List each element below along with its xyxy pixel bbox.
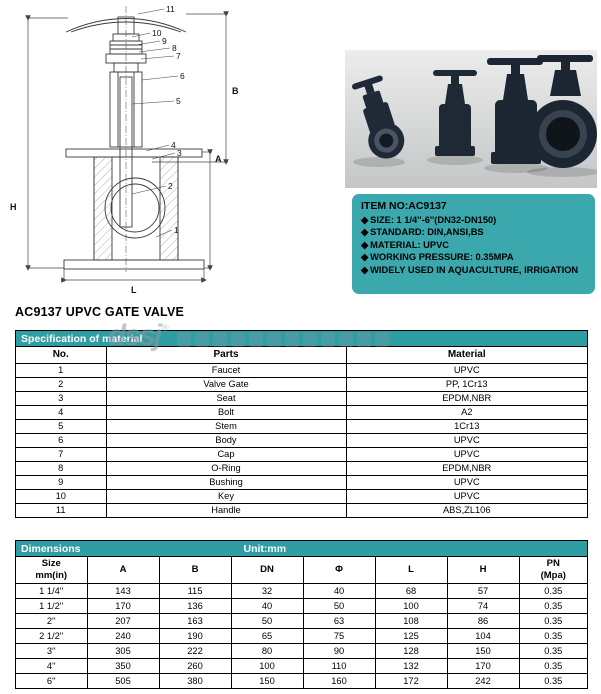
cell-h: 150 [447, 643, 519, 658]
cell-b: 115 [159, 583, 231, 598]
spec-header-row [16, 347, 587, 363]
cell-dn: 65 [231, 628, 303, 643]
cell-material: UPVC [346, 363, 587, 377]
cell-parts: Body [106, 433, 346, 447]
dimensions-header-row [16, 557, 587, 583]
cell-no: 10 [16, 489, 106, 503]
info-bullet [361, 264, 586, 276]
info-bullet [361, 239, 586, 251]
cell-no: 6 [16, 433, 106, 447]
info-bullet-text: MATERIAL: UPVC [370, 239, 450, 250]
cell-phi: 90 [303, 643, 375, 658]
info-bullet [361, 214, 586, 226]
spec-table-row [16, 377, 587, 391]
cell-parts: Handle [106, 503, 346, 517]
cell-dn: 50 [231, 613, 303, 628]
cell-phi: 75 [303, 628, 375, 643]
dimensions-table-row [16, 583, 587, 598]
diamond-bullet-icon: ◆ [361, 264, 369, 275]
col-header-l: L [375, 557, 447, 583]
cell-parts: Bushing [106, 475, 346, 489]
cell-no: 11 [16, 503, 106, 517]
valve-diagram [6, 2, 258, 298]
cell-pn: 0.35 [519, 673, 587, 688]
diamond-bullet-icon: ◆ [361, 227, 369, 238]
cell-a: 505 [87, 673, 159, 688]
watermark-logo: dssj [108, 319, 161, 352]
callout-1: 1 [174, 225, 179, 235]
cell-l: 128 [375, 643, 447, 658]
pn-header-line2: (Mpa) [540, 569, 566, 581]
cell-h: 57 [447, 583, 519, 598]
cell-no: 2 [16, 377, 106, 391]
cell-l: 125 [375, 628, 447, 643]
dim-label-l: L [131, 285, 137, 295]
cell-size: 6'' [16, 673, 87, 688]
info-bullet [361, 251, 586, 263]
cell-parts: Bolt [106, 405, 346, 419]
callout-10: 10 [152, 28, 162, 38]
col-header-parts: Parts [106, 347, 346, 363]
info-bullet-text: SIZE: 1 1/4''-6''(DN32-DN150) [370, 215, 497, 225]
col-header-material: Material [346, 347, 587, 363]
cell-a: 240 [87, 628, 159, 643]
cell-size: 1 1/2'' [16, 598, 87, 613]
callout-7: 7 [176, 51, 181, 61]
col-header-h: H [447, 557, 519, 583]
spec-table-row [16, 461, 587, 475]
cell-size: 2'' [16, 613, 87, 628]
cell-material: UPVC [346, 489, 587, 503]
size-header-line1: Size [41, 557, 61, 569]
spec-table-row [16, 503, 587, 517]
cell-parts: Faucet [106, 363, 346, 377]
info-bullet-list [361, 214, 586, 276]
callout-11: 11 [166, 4, 175, 14]
cell-b: 260 [159, 658, 231, 673]
col-header-pn [519, 557, 587, 583]
cell-b: 222 [159, 643, 231, 658]
spec-table-title: Specification of material [21, 332, 143, 345]
info-box [352, 194, 595, 294]
callout-5: 5 [176, 96, 181, 106]
cell-phi: 50 [303, 598, 375, 613]
spec-table-row [16, 475, 587, 489]
cell-parts: Valve Gate [106, 377, 346, 391]
cell-phi: 63 [303, 613, 375, 628]
cell-pn: 0.35 [519, 643, 587, 658]
info-bullet-text: STANDARD: DIN,ANSI,BS [370, 227, 484, 238]
dim-label-a: A [215, 154, 222, 164]
page-title: AC9137 UPVC GATE VALVE [15, 305, 185, 319]
cell-h: 170 [447, 658, 519, 673]
spec-table-body [16, 363, 587, 517]
spec-table-row [16, 489, 587, 503]
dimensions-table-row [16, 673, 587, 688]
cell-l: 172 [375, 673, 447, 688]
product-photo [345, 50, 597, 188]
spec-table-title-bar [16, 331, 587, 347]
cell-b: 190 [159, 628, 231, 643]
cell-b: 136 [159, 598, 231, 613]
cell-h: 242 [447, 673, 519, 688]
cell-no: 3 [16, 391, 106, 405]
cell-material: EPDM,NBR [346, 461, 587, 475]
info-bullet-text: WIDELY USED IN AQUACULTURE, IRRIGATION [370, 264, 579, 275]
cell-a: 170 [87, 598, 159, 613]
cell-no: 5 [16, 419, 106, 433]
dimensions-title: Dimensions [21, 542, 81, 555]
cell-no: 1 [16, 363, 106, 377]
spec-table-row [16, 405, 587, 419]
spec-table [16, 347, 587, 517]
dimensions-table-row [16, 613, 587, 628]
cell-material: UPVC [346, 433, 587, 447]
cell-no: 7 [16, 447, 106, 461]
cell-l: 100 [375, 598, 447, 613]
spec-table-row [16, 363, 587, 377]
col-header-a: A [87, 557, 159, 583]
spec-table-container [15, 330, 588, 518]
cell-parts: O-Ring [106, 461, 346, 475]
callout-9: 9 [162, 36, 167, 46]
cell-a: 207 [87, 613, 159, 628]
cell-pn: 0.35 [519, 658, 587, 673]
cell-l: 132 [375, 658, 447, 673]
cell-l: 68 [375, 583, 447, 598]
info-bullet-text: WORKING PRESSURE: 0.35MPA [370, 252, 514, 263]
cell-parts: Cap [106, 447, 346, 461]
cell-size: 2 1/2'' [16, 628, 87, 643]
callout-8: 8 [172, 43, 177, 53]
dimension-labels [10, 86, 239, 295]
cell-material: EPDM,NBR [346, 391, 587, 405]
cell-no: 4 [16, 405, 106, 419]
callout-4: 4 [171, 140, 176, 150]
cell-parts: Key [106, 489, 346, 503]
dimensions-table-row [16, 598, 587, 613]
info-bullet [361, 226, 586, 238]
col-header-dn: DN [231, 557, 303, 583]
spec-table-row [16, 447, 587, 461]
cell-h: 104 [447, 628, 519, 643]
diamond-bullet-icon: ◆ [361, 252, 369, 263]
dim-label-h: H [10, 202, 17, 212]
cell-phi: 110 [303, 658, 375, 673]
size-header-line2: mm(in) [35, 569, 68, 581]
cell-parts: Stem [106, 419, 346, 433]
spec-table-row [16, 391, 587, 405]
spec-table-row [16, 433, 587, 447]
cell-material: ABS,ZL106 [346, 503, 587, 517]
dimensions-table [16, 557, 587, 688]
dimensions-table-row [16, 643, 587, 658]
col-header-b: B [159, 557, 231, 583]
dimensions-table-body [16, 583, 587, 688]
cell-size: 4'' [16, 658, 87, 673]
dim-label-b: B [232, 86, 239, 96]
cell-parts: Seat [106, 391, 346, 405]
cell-material: UPVC [346, 475, 587, 489]
callout-2: 2 [168, 181, 173, 191]
registered-mark-icon: ® [162, 323, 169, 333]
cell-a: 143 [87, 583, 159, 598]
cell-dn: 40 [231, 598, 303, 613]
spec-table-row [16, 419, 587, 433]
cell-a: 350 [87, 658, 159, 673]
cell-no: 8 [16, 461, 106, 475]
cell-a: 305 [87, 643, 159, 658]
diamond-bullet-icon: ◆ [361, 215, 369, 225]
cell-l: 108 [375, 613, 447, 628]
cell-material: UPVC [346, 447, 587, 461]
cell-phi: 40 [303, 583, 375, 598]
col-header-phi: Φ [303, 557, 375, 583]
diamond-bullet-icon: ◆ [361, 239, 369, 250]
callout-6: 6 [180, 71, 185, 81]
col-header-no: No. [16, 347, 106, 363]
cell-size: 3'' [16, 643, 87, 658]
cell-material: 1Cr13 [346, 419, 587, 433]
cell-material: A2 [346, 405, 587, 419]
cell-dn: 80 [231, 643, 303, 658]
pn-header-line1: PN [546, 557, 560, 569]
dimensions-table-row [16, 658, 587, 673]
cell-pn: 0.35 [519, 613, 587, 628]
item-number: ITEM NO:AC9137 [361, 200, 447, 212]
cell-dn: 32 [231, 583, 303, 598]
cell-h: 74 [447, 598, 519, 613]
cell-phi: 160 [303, 673, 375, 688]
cell-pn: 0.35 [519, 628, 587, 643]
col-header-size [16, 557, 87, 583]
cell-no: 9 [16, 475, 106, 489]
cell-material: PP, 1Cr13 [346, 377, 587, 391]
cell-pn: 0.35 [519, 598, 587, 613]
dimensions-table-row [16, 628, 587, 643]
valve-outline [64, 6, 204, 272]
dimensions-title-bar [16, 541, 587, 557]
cell-pn: 0.35 [519, 583, 587, 598]
callout-3: 3 [177, 148, 182, 158]
unit-label: Unit:mm [243, 542, 287, 555]
cell-dn: 100 [231, 658, 303, 673]
cell-b: 163 [159, 613, 231, 628]
cell-size: 1 1/4'' [16, 583, 87, 598]
cell-b: 380 [159, 673, 231, 688]
cell-dn: 150 [231, 673, 303, 688]
cell-h: 86 [447, 613, 519, 628]
dimensions-table-container [15, 540, 588, 689]
